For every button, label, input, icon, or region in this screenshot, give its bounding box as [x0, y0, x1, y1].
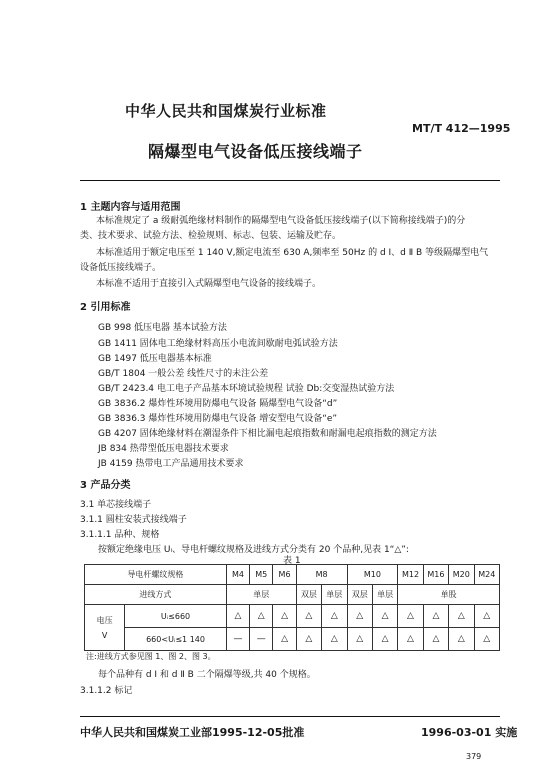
availability-mark: △	[449, 628, 474, 651]
voltage-range: 660<Uᵢ≤1 140	[125, 628, 227, 651]
entry-method-header: 进线方式	[85, 585, 227, 605]
availability-mark: △	[273, 628, 296, 651]
reference-item: GB 4207 固体绝缘材料在潮湿条件下相比漏电起痕指数和耐漏电起痕指数的测定方法	[98, 429, 437, 439]
availability-mark: △	[423, 605, 448, 628]
availability-mark: —	[250, 628, 273, 651]
size-cell: M24	[474, 565, 499, 585]
availability-mark: △	[322, 628, 347, 651]
standard-organization: 中华人民共和国煤炭行业标准	[125, 102, 327, 120]
availability-mark: △	[474, 605, 499, 628]
availability-mark: △	[296, 628, 321, 651]
table-note: 注:进线方式参见图 1、图 2、图 3。	[86, 652, 216, 661]
reference-item: JB 834 热带型低压电器技术要求	[98, 444, 229, 454]
availability-mark: △	[250, 605, 273, 628]
grade-count-text: 每个品种有 d Ⅰ 和 d Ⅱ B 二个隔爆等级,共 40 个规格。	[98, 670, 316, 680]
entry-cell: 单股	[398, 585, 500, 605]
voltage-unit: V	[101, 630, 108, 640]
table-row	[85, 628, 500, 651]
table-row	[85, 565, 500, 585]
availability-mark: △	[273, 605, 296, 628]
entry-cell: 双层	[296, 585, 321, 605]
table-row	[85, 585, 500, 605]
voltage-range: Uᵢ≤660	[125, 605, 227, 628]
footer-divider	[80, 716, 500, 717]
section-1-paragraph-2-line-1: 本标准适用于额定电压至 1 140 V,额定电流至 630 A,频率至 50Hz 的 d Ⅰ、d Ⅱ B 等级隔爆型电气	[96, 248, 489, 258]
size-cell: M5	[250, 565, 273, 585]
availability-mark: △	[226, 605, 249, 628]
size-cell: M20	[449, 565, 474, 585]
reference-item: GB/T 1804 一般公差 线性尺寸的未注公差	[98, 369, 269, 379]
standard-code: MT/T 412—1995	[412, 122, 511, 135]
clause-3-1: 3.1 单芯接线端子	[80, 500, 152, 510]
entry-cell: 双层	[347, 585, 372, 605]
section-1-heading: 1 主题内容与适用范围	[80, 202, 181, 213]
size-cell: M6	[273, 565, 296, 585]
section-2-heading: 2 引用标准	[80, 302, 131, 313]
table-row	[85, 605, 500, 628]
entry-cell: 单层	[226, 585, 296, 605]
availability-mark: △	[347, 605, 372, 628]
clause-3-1-1-2: 3.1.1.2 标记	[80, 686, 133, 696]
availability-mark: △	[372, 605, 397, 628]
thread-spec-header: 导电杆螺纹规格	[85, 565, 227, 585]
voltage-label	[85, 605, 125, 651]
section-1-paragraph-1-line-1: 本标准规定了 a 级耐弧绝缘材料制作的隔爆型电气设备低压接线端子(以下简称接线端子)的分	[96, 216, 466, 226]
reference-item: GB 998 低压电器 基本试验方法	[98, 323, 227, 333]
availability-mark: —	[226, 628, 249, 651]
size-cell: M4	[226, 565, 249, 585]
reference-item: GB 1411 固体电工绝缘材料高压小电流间歇耐电弧试验方法	[98, 339, 338, 349]
size-cell: M12	[398, 565, 423, 585]
header-divider	[80, 180, 500, 181]
size-cell: M8	[296, 565, 347, 585]
reference-item: GB 1497 低压电器基本标准	[98, 354, 212, 364]
availability-mark: △	[449, 605, 474, 628]
reference-item: JB 4159 热带电工产品通用技术要求	[98, 459, 244, 469]
classification-table	[84, 564, 500, 651]
section-1-paragraph-2-line-2: 设备低压接线端子。	[80, 263, 162, 273]
section-3-heading: 3 产品分类	[80, 480, 131, 491]
document-title: 隔爆型电气设备低压接线端子	[148, 142, 363, 161]
entry-cell: 单层	[322, 585, 347, 605]
availability-mark: △	[322, 605, 347, 628]
page-number: 379	[466, 752, 482, 761]
section-1-paragraph-3: 本标准不适用于直接引入式隔爆型电气设备的接线端子。	[96, 279, 322, 289]
section-1-paragraph-1-line-2: 类、技术要求、试验方法、检验规则、标志、包装、运输及贮存。	[80, 231, 342, 241]
size-cell: M10	[347, 565, 398, 585]
size-cell: M16	[423, 565, 448, 585]
availability-mark: △	[347, 628, 372, 651]
clause-3-1-1: 3.1.1 圆柱安装式接线端子	[80, 515, 187, 525]
implementation-date: 1996-03-01 实施	[421, 726, 518, 739]
reference-item: GB 3836.2 爆炸性环境用防爆电气设备 隔爆型电气设备“d”	[98, 399, 338, 409]
clause-3-1-1-1: 3.1.1.1 品种、规格	[80, 530, 160, 540]
availability-mark: △	[423, 628, 448, 651]
availability-mark: △	[296, 605, 321, 628]
clause-3-1-1-1-text: 按额定绝缘电压 Uᵢ、导电杆螺纹规格及进线方式分类有 20 个品种,见表 1“△”:	[98, 545, 409, 555]
reference-item: GB/T 2423.4 电工电子产品基本环境试验规程 试验 Db:交变湿热试验方法	[98, 384, 395, 394]
entry-cell: 单层	[372, 585, 397, 605]
approval-line: 中华人民共和国煤炭工业部1995-12-05批准	[80, 726, 305, 739]
table-caption: 表 1	[283, 556, 301, 566]
availability-mark: △	[372, 628, 397, 651]
availability-mark: △	[474, 628, 499, 651]
availability-mark: △	[398, 628, 423, 651]
reference-item: GB 3836.3 爆炸性环境用防爆电气设备 增安型电气设备“e”	[98, 414, 338, 424]
voltage-label-text: 电压	[96, 615, 113, 625]
availability-mark: △	[398, 605, 423, 628]
